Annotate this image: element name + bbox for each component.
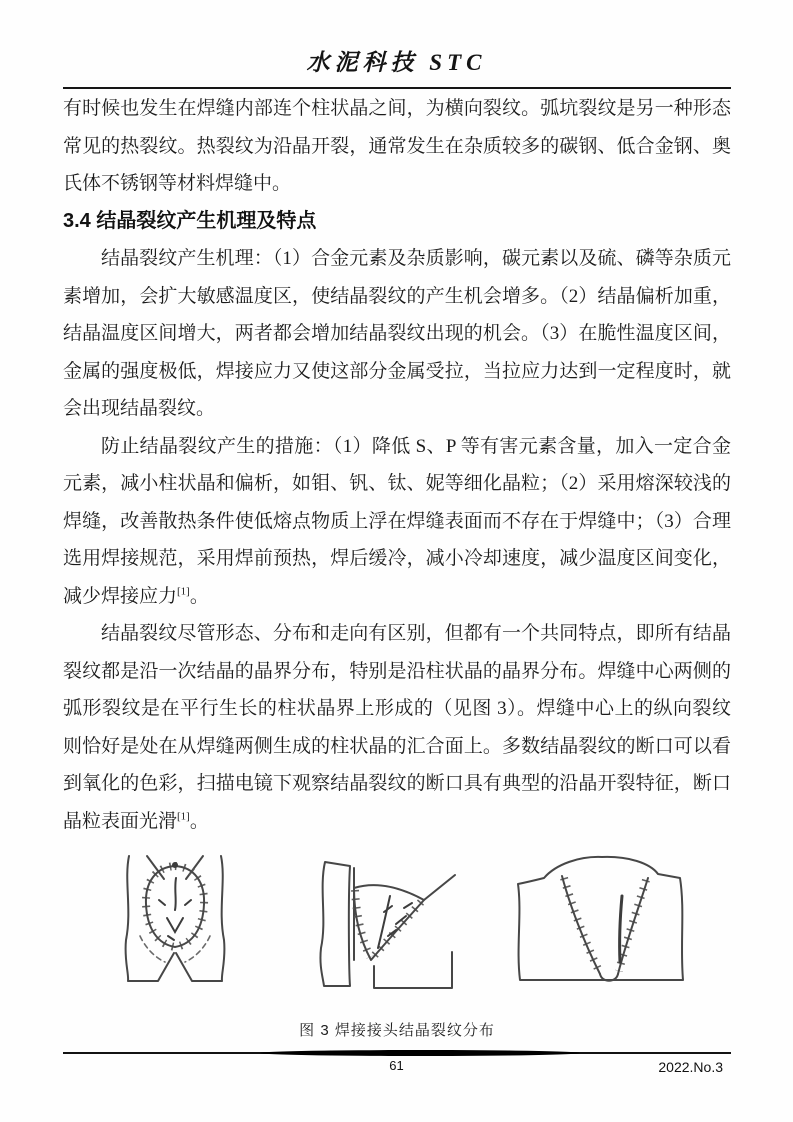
- fillet-weld-crack-sketch: [292, 848, 462, 993]
- section-heading-3-4: 3.4 结晶裂纹产生机理及特点: [63, 209, 317, 232]
- page-number: 61: [389, 1058, 404, 1073]
- paragraph-characteristics-tail: 。: [189, 810, 209, 832]
- deep-weld-center-crack-sketch: [504, 848, 694, 988]
- citation-ref-2: [1]: [177, 810, 190, 823]
- butt-weld-crack-sketch: [100, 848, 250, 988]
- header-rule: [63, 87, 731, 89]
- article-body: [63, 90, 731, 1040]
- figure-caption: 图 3 焊接接头结晶裂纹分布: [299, 1022, 495, 1039]
- paragraph-prevention-tail: 。: [189, 585, 209, 607]
- journal-title: 水泥科技 STC: [306, 50, 487, 75]
- figure-3: [63, 848, 731, 1040]
- paragraph-characteristics-text: 结晶裂纹尽管形态、分布和走向有区别，但都有一个共同特点，即所有结晶裂纹都是沿一次结晶的晶界分布，特别是沿柱状晶的晶界分布。焊缝中心两侧的弧形裂纹是在平行生长的柱状晶界上形成的（见图 3）。焊缝中心上的纵向裂纹则恰好是处在从焊缝两侧生成的柱状晶的汇合面上。多数结晶裂纹的断口可以看到氧化的色彩，扫描电镜下观察结晶裂纹的断口具有典型的沿晶开裂特征，断口晶粒表面光滑: [63, 623, 731, 832]
- paragraph-mechanism: 结晶裂纹产生机理：（1）合金元素及杂质影响，碳元素以及硫、磷等杂质元素增加，会扩大敏感温度区，使结晶裂纹的产生机会增多。（2）结晶偏析加重，结晶温度区间增大，两者都会增加结晶裂纹出现的机会。（3）在脆性温度区间，金属的强度极低，焊接应力又使这部分金属受拉，当拉应力达到一定程度时，就会出现结晶裂纹。: [63, 248, 731, 419]
- citation-ref-1: [1]: [177, 585, 190, 598]
- paragraph-continuation: 有时候也发生在焊缝内部连个柱状晶之间，为横向裂纹。弧坑裂纹是另一种形态常见的热裂纹。热裂纹为沿晶开裂，通常发生在杂质较多的碳钢、低合金钢、奥氏体不锈钢等材料焊缝中。: [63, 98, 731, 194]
- paragraph-characteristics: [63, 615, 731, 840]
- nugget-top-blob: [172, 862, 178, 868]
- issue-label: 2022.No.3: [658, 1059, 723, 1075]
- paragraph-prevention-text: 防止结晶裂纹产生的措施：（1）降低 S、P 等有害元素含量，加入一定合金元素，减小柱状晶和偏析，如钼、钒、钛、妮等细化晶粒；（2）采用熔深较浅的焊缝，改善散热条件使低熔点物质上浮在焊缝表面而不存在于焊缝中；（3）合理选用焊接规范，采用焊前预热，焊后缓冷，减小冷却速度，减少温度区间变化，减少焊接应力: [63, 435, 731, 607]
- footer-rule-bulge: [260, 1050, 580, 1056]
- paragraph-prevention: [63, 428, 731, 616]
- figure-3-sketches: [63, 848, 731, 993]
